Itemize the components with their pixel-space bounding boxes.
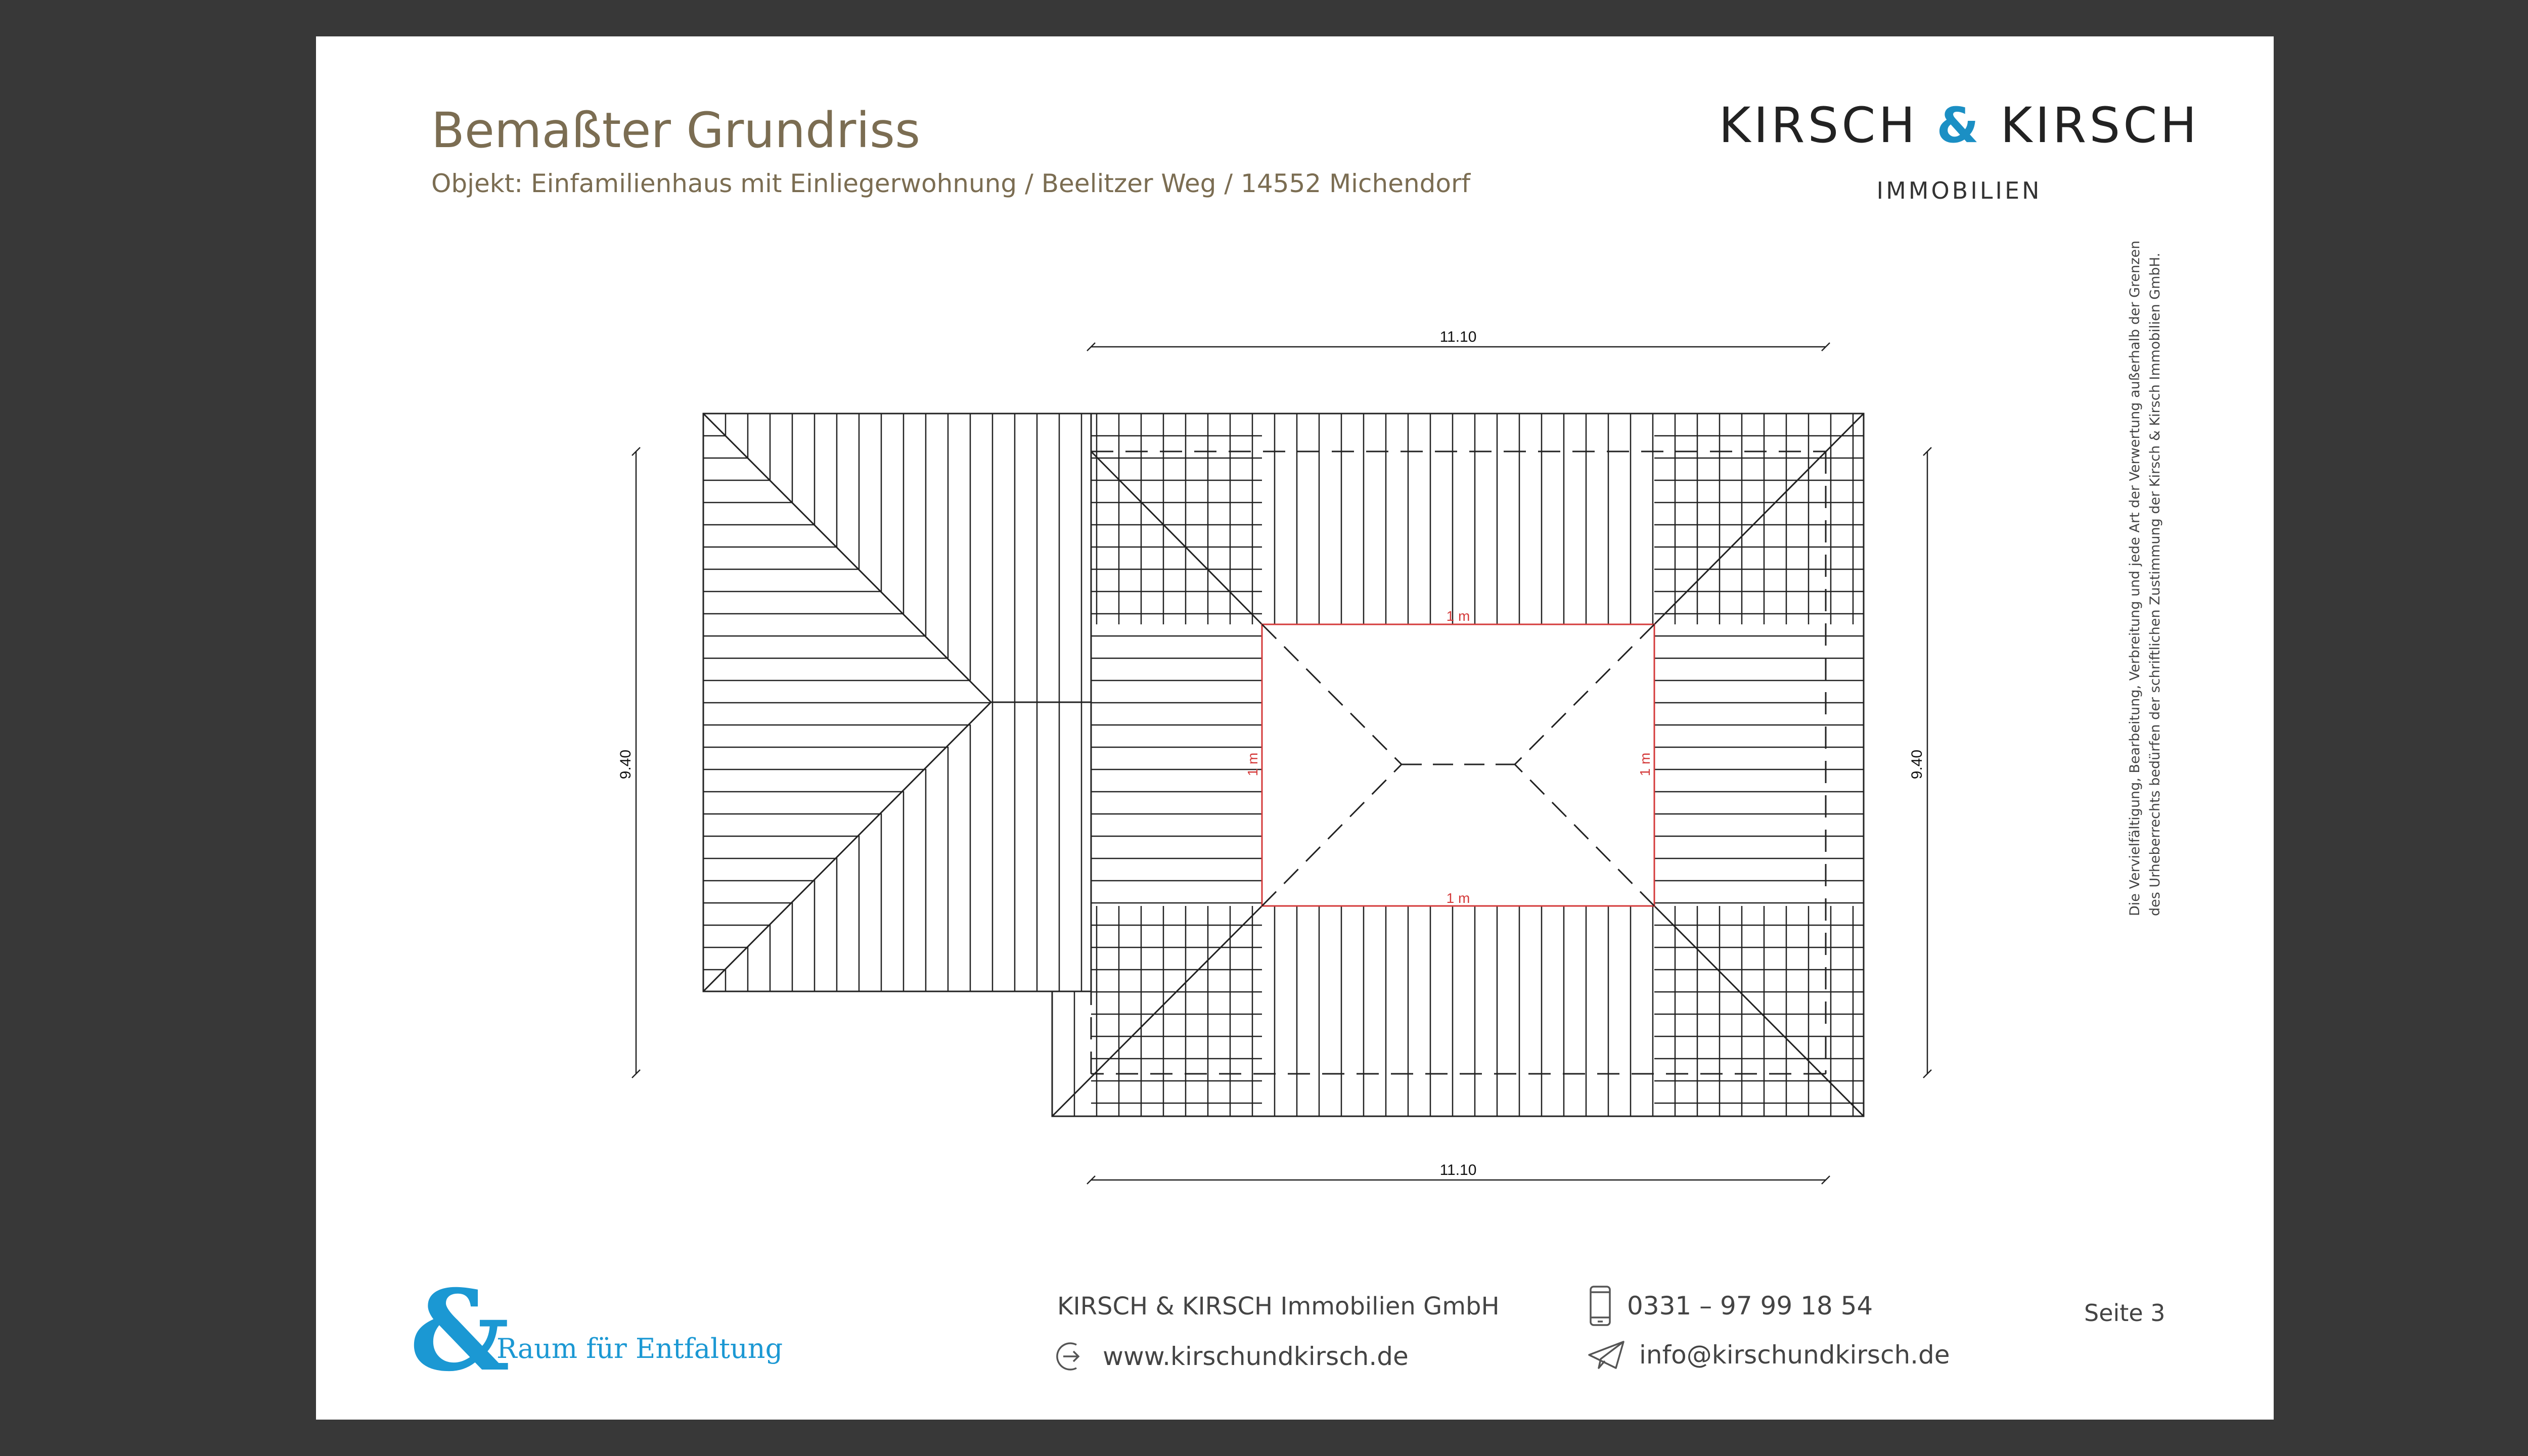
object-subtitle: Objekt: Einfamilienhaus mit Einliegerwohnung / Beelitzer Weg / 14552 Michendorf — [431, 169, 1471, 198]
copyright-line-1: Die Vervielfältigung, Bearbeitung, Verbreitung und jede Art der Verwertung außerhalb der Grenzen — [2127, 240, 2143, 916]
document-page — [316, 36, 2274, 1420]
website-text[interactable]: www.kirschundkirsch.de — [1103, 1342, 1409, 1371]
dimension-top-label: 11.10 — [1439, 329, 1477, 345]
brand-name-right: KIRSCH — [2000, 97, 2200, 154]
phone-text[interactable]: 0331 – 97 99 18 54 — [1627, 1291, 1873, 1321]
inner-label-left: 1 m — [1245, 752, 1260, 777]
dimension-right-label: 9.40 — [1909, 749, 1925, 780]
website-link[interactable] — [1055, 1340, 1409, 1373]
inner-flat-area — [1245, 608, 1654, 906]
brand-name-left: KIRSCH — [1719, 97, 1918, 154]
ampersand-logo: & — [410, 1265, 510, 1396]
company-name: KIRSCH & KIRSCH Immobilien GmbH — [1057, 1292, 1500, 1321]
roof-plan-drawing — [316, 36, 2274, 1420]
dimension-bottom-label: 11.10 — [1439, 1162, 1477, 1178]
brand-ampersand: & — [1936, 97, 1982, 154]
inner-label-top: 1 m — [1446, 608, 1470, 624]
email-contact[interactable] — [1588, 1340, 1950, 1370]
copyright-line-2: des Urheberrechts bedürfen der schriftlichen Zustimmung der Kirsch & Kirsch Immobilien GmbH. — [2147, 252, 2163, 916]
inner-label-right: 1 m — [1637, 752, 1653, 777]
paper-plane-icon — [1588, 1340, 1625, 1370]
email-text[interactable]: info@kirschundkirsch.de — [1639, 1340, 1950, 1370]
page-number: Seite 3 — [2084, 1299, 2165, 1327]
inner-label-bottom: 1 m — [1446, 890, 1470, 906]
dimension-left-label: 9.40 — [617, 749, 634, 780]
phone-contact[interactable] — [1588, 1285, 1873, 1327]
slogan: Raum für Entfaltung — [496, 1333, 783, 1364]
page-title: Bemaßter Grundriss — [431, 102, 921, 159]
arrow-circle-icon — [1055, 1340, 1089, 1373]
brand-subtitle: IMMOBILIEN — [1876, 177, 2042, 204]
phone-icon — [1588, 1285, 1613, 1327]
copyright-note — [2125, 208, 2171, 916]
